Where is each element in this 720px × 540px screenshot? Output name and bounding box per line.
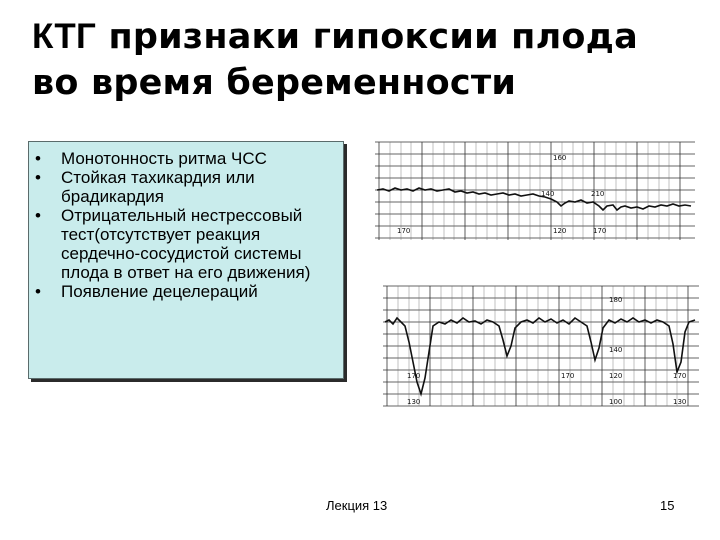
ctg-bottom-trace <box>385 318 695 394</box>
ctg-top-label: 170 <box>593 227 607 235</box>
ctg-bottom-label: 130 <box>407 398 421 406</box>
ctg-top-trace <box>377 188 691 210</box>
list-item-text: Отрицательный нестрессовый тест(отсутствует реакция сердечно-сосудистой системы плода в ответ на его движения) <box>61 206 311 282</box>
bullet-glyph: • <box>35 168 41 187</box>
bullet-glyph: • <box>35 149 41 168</box>
ctg-bottom-label: 100 <box>609 398 623 406</box>
list-item <box>29 206 337 282</box>
ctg-bottom-label: 140 <box>609 346 623 354</box>
list-item <box>29 168 337 206</box>
list-item-text: Стойкая тахикардия или брадикардия <box>61 168 255 206</box>
ctg-strip-bottom <box>383 282 699 410</box>
list-item-text: Появление децелераций <box>61 282 258 301</box>
ctg-bottom-label: 130 <box>673 398 687 406</box>
title-text: признаки гипоксии плода во время беременности <box>32 17 638 103</box>
ctg-top-grid <box>375 142 695 240</box>
ctg-bottom-label: 170 <box>561 372 575 380</box>
signs-box <box>28 141 344 379</box>
ctg-top-label: 210 <box>591 190 605 198</box>
list-item <box>29 282 337 301</box>
ctg-bottom-label: 170 <box>407 372 421 380</box>
ctg-top-label: 170 <box>397 227 411 235</box>
signs-list <box>29 142 343 301</box>
ctg-bottom-label: 180 <box>609 296 623 304</box>
ctg-top-label: 160 <box>553 154 567 162</box>
footer-lecture: Лекция 13 <box>326 498 388 513</box>
list-item <box>29 149 337 168</box>
ctg-top-minor-grid <box>390 142 669 240</box>
ctg-top-label: 120 <box>553 227 567 235</box>
title-abbrev: КТГ <box>32 17 97 56</box>
ctg-bottom-label: 170 <box>673 372 687 380</box>
ctg-bottom-label: 120 <box>609 372 623 380</box>
ctg-top-label: 140 <box>541 190 555 198</box>
list-item-text: Монотонность ритма ЧСС <box>61 149 267 168</box>
ctg-strip-top <box>375 140 695 245</box>
bullet-glyph: • <box>35 206 41 225</box>
page-number: 15 <box>660 498 675 513</box>
slide-title <box>32 14 692 106</box>
bullet-glyph: • <box>35 282 41 301</box>
